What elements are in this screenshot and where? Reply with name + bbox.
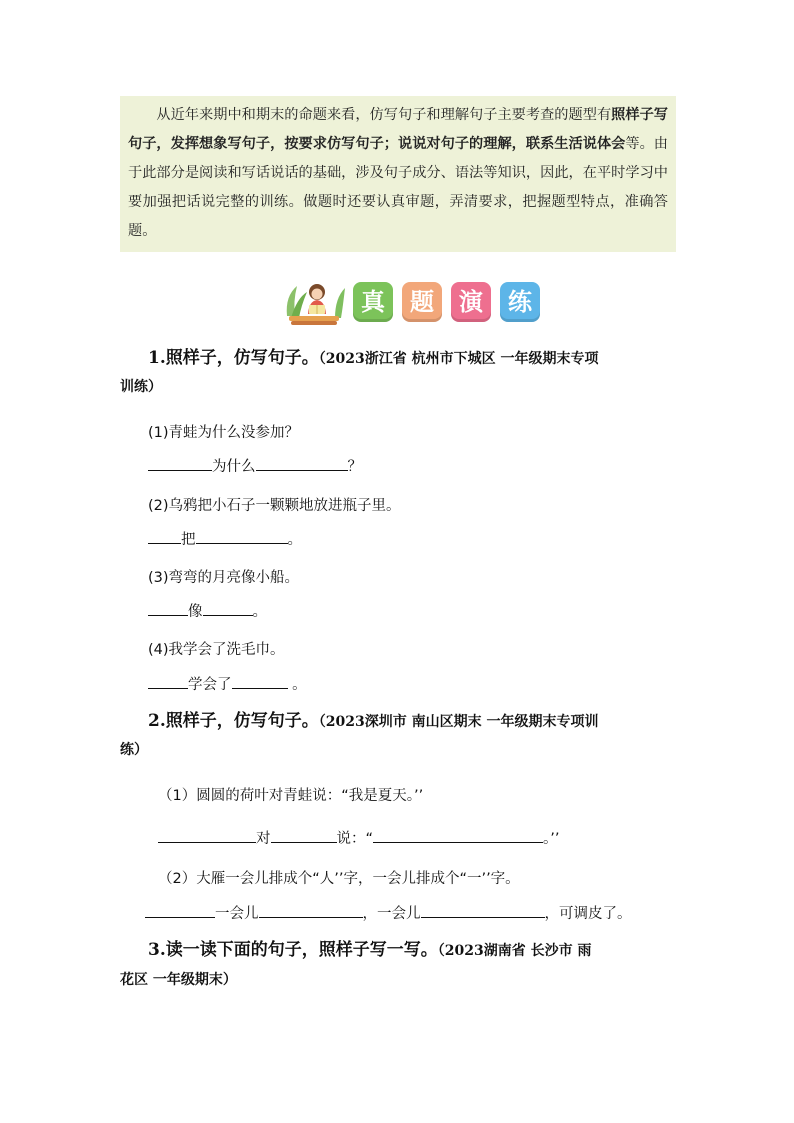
intro-text: 从近年来期中和期末的命题来看，仿写句子和理解句子主要考查的题型有照样子写句子，发挥想象写句子，按要求仿写句子；说说对句子的理解，联系生活说体会等。由于此部分是阅读和写话说话的基础，涉及句子成分、语法等知识，因此，在平时学习中要加强把话说完整的训练。做题时还要认真审题，弄清要求，把握题型特点，准确答题。 <box>128 107 668 239</box>
question-1: 1.照样子，仿写句子。（2023浙江省 杭州市下城区 一年级期末专项 训练） <box>120 343 680 399</box>
intro-box <box>120 96 676 252</box>
question-3: 3.读一读下面的句子，照样子写一写。（2023湖南省 长沙市 雨 花区 一年级期末） <box>120 935 680 993</box>
answer-blank[interactable] <box>259 903 363 918</box>
q2-example-2: （2）大雁一会儿排成个“人’’字，一会儿排成个“一’’字。 <box>158 871 520 887</box>
practice-banner <box>283 276 545 328</box>
answer-blank[interactable] <box>232 674 288 689</box>
q1-example-2: (2)乌鸦把小石子一颗颗地放进瓶子里。 <box>148 498 401 514</box>
question-2-title: 2.照样子，仿写句子。（2023深圳市 南山区期末 一年级期末专项训 <box>148 711 599 731</box>
answer-blank[interactable] <box>158 828 256 843</box>
q2-answer-1: 对 说：“ 。’’ <box>158 827 559 848</box>
question-3-title: 3.读一读下面的句子，照样子写一写。（2023湖南省 长沙市 雨 <box>148 940 592 960</box>
answer-blank[interactable] <box>271 828 337 843</box>
intro-highlight: 照样子写句子，发挥想象写句子，按要求仿写句子；说说对句子的理解，联系生活说体会 <box>128 107 668 152</box>
answer-blank[interactable] <box>145 903 215 918</box>
question-1-title: 1.照样子，仿写句子。（2023浙江省 杭州市下城区 一年级期末专项 <box>148 348 599 368</box>
banner-tile-zhen: 真 <box>353 282 393 322</box>
answer-blank[interactable] <box>148 674 188 689</box>
banner-tile-yan: 演 <box>451 282 491 322</box>
q1-answer-4: 学会了 。 <box>148 673 307 694</box>
banner-tile-lian: 练 <box>500 282 540 322</box>
q2-answer-2: 一会儿 ，一会儿 ，可调皮了。 <box>145 902 632 923</box>
q2-example-1: （1）圆圆的荷叶对青蛙说：“我是夏天。’’ <box>158 788 424 804</box>
reading-girl-icon <box>283 276 349 328</box>
answer-blank[interactable] <box>196 529 288 544</box>
answer-blank[interactable] <box>203 601 253 616</box>
q1-example-1: (1)青蛙为什么没参加？ <box>148 425 300 441</box>
answer-blank[interactable] <box>373 828 543 843</box>
q1-answer-3: 像 。 <box>148 600 267 621</box>
q1-example-3: (3)弯弯的月亮像小船。 <box>148 570 300 586</box>
answer-blank[interactable] <box>256 456 348 471</box>
question-2: 2.照样子，仿写句子。（2023深圳市 南山区期末 一年级期末专项训 练） <box>120 706 680 762</box>
answer-blank[interactable] <box>421 903 545 918</box>
answer-blank[interactable] <box>148 456 212 471</box>
q1-answer-2: 把 。 <box>148 528 302 549</box>
q1-answer-1: 为什么 ？ <box>148 455 362 476</box>
q1-example-4: (4)我学会了洗毛巾。 <box>148 642 285 658</box>
answer-blank[interactable] <box>148 529 181 544</box>
answer-blank[interactable] <box>148 601 188 616</box>
banner-tile-ti: 题 <box>402 282 442 322</box>
